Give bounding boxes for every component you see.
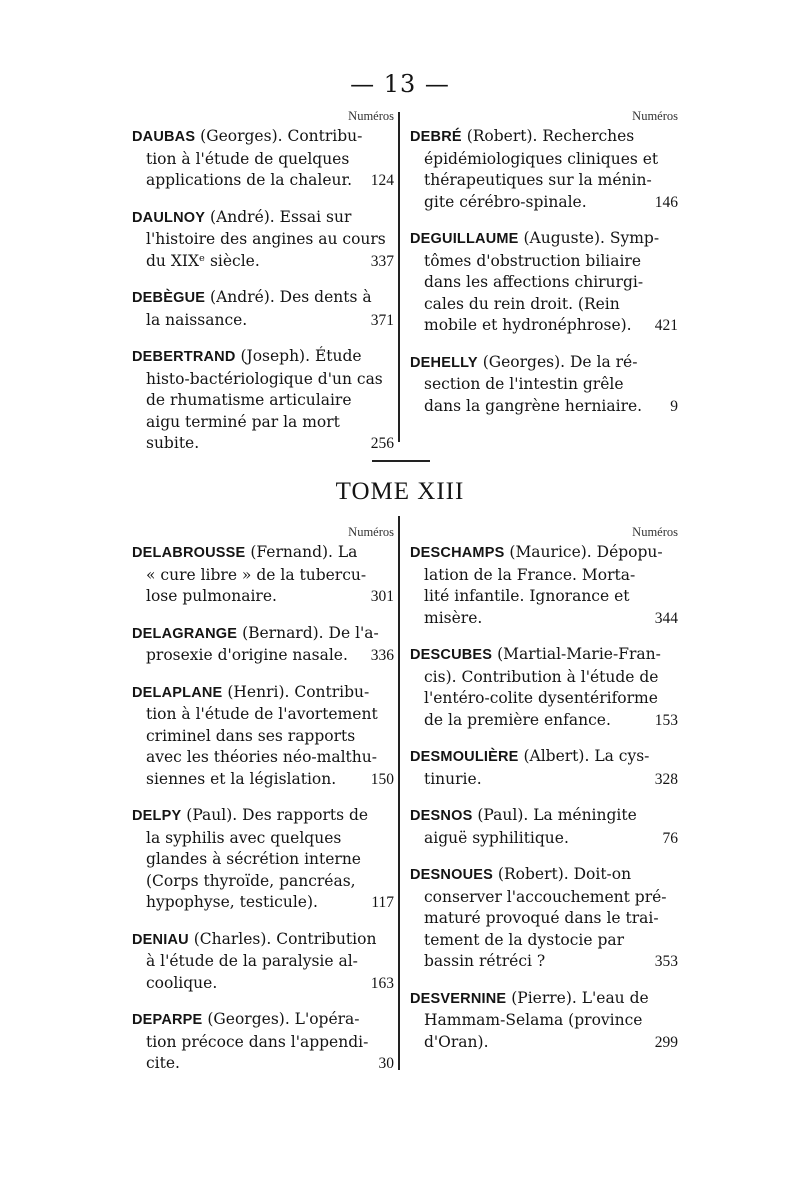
entry-first-line — [132, 126, 394, 149]
tome-title: TOME XIII — [335, 478, 465, 505]
entry-text-line — [132, 973, 394, 995]
entry-text-line — [410, 930, 678, 952]
entry-text-line — [410, 565, 678, 587]
entry-text: (Charles). Contribution — [193, 929, 377, 948]
entry-number: 344 — [654, 609, 678, 627]
entry-text: (Georges). Contribu- — [200, 127, 363, 145]
author-surname: DEBRÉ — [410, 129, 462, 145]
entry-text-line — [132, 565, 394, 587]
entry-text: aigu terminé par la mort — [146, 412, 340, 431]
entry-text: hypophyse, testicule). — [146, 893, 318, 911]
index-section-tome-xii — [120, 106, 690, 452]
index-entry — [410, 126, 678, 213]
entry-text-line — [132, 747, 394, 769]
entry-text-line — [410, 688, 678, 710]
index-entry — [132, 542, 394, 608]
entry-first-line — [132, 287, 394, 310]
entry-text: (Georges). De la ré- — [482, 352, 638, 371]
index-entry — [132, 126, 394, 192]
entry-first-line — [132, 1009, 394, 1032]
entry-text: glandes à sécrétion interne — [146, 850, 361, 868]
right-column — [410, 106, 678, 432]
entry-first-line — [410, 746, 678, 769]
entry-number: 301 — [370, 588, 394, 605]
entry-first-line — [132, 346, 394, 369]
index-entry — [410, 352, 678, 418]
author-surname: DESCHAMPS — [410, 545, 505, 561]
entry-number: 76 — [662, 829, 678, 847]
entry-text-line — [410, 149, 678, 171]
entry-text: tômes d'obstruction biliaire — [424, 251, 642, 270]
entry-number: 146 — [654, 193, 678, 211]
entry-first-line — [132, 207, 394, 230]
entry-text-line — [132, 310, 394, 332]
entry-text: siennes et la législation. — [146, 769, 337, 788]
entry-text-line — [410, 251, 678, 273]
entry-text: (Joseph). Étude — [240, 347, 362, 365]
entry-text: subite. — [146, 434, 200, 452]
author-surname: DESNOS — [410, 808, 473, 824]
entry-text: (Bernard). De l'a- — [242, 623, 379, 642]
entry-text: (Henri). Contribu- — [227, 682, 370, 701]
entry-text: mobile et hydronéphrose). — [424, 316, 632, 334]
index-entry — [410, 805, 678, 849]
entry-text: applications de la chaleur. — [146, 171, 353, 189]
entry-text-line — [132, 586, 394, 608]
author-surname: DENIAU — [132, 931, 189, 948]
entry-text: conserver l'accouchement pré- — [424, 887, 667, 906]
entry-number: 371 — [370, 311, 394, 329]
entry-first-line — [132, 623, 394, 646]
entry-text-line — [410, 294, 678, 316]
entry-first-line — [410, 644, 678, 667]
entry-text: thérapeutiques sur la ménin- — [424, 171, 652, 189]
entry-text-line — [410, 828, 678, 850]
index-entry — [132, 682, 394, 791]
index-section-tome-xiii — [120, 522, 690, 1082]
entry-text: dans les affections chirurgi- — [424, 273, 644, 291]
entry-number: 336 — [370, 647, 394, 664]
entry-text-line — [132, 871, 394, 893]
entry-text: (Paul). Des rapports de — [186, 806, 369, 824]
entry-text: de la première enfance. — [424, 710, 611, 729]
entry-first-line — [132, 682, 394, 705]
entry-number: 337 — [370, 252, 394, 270]
entry-text: (Robert). Doit-on — [497, 865, 632, 883]
entry-text: prosexie d'origine nasale. — [146, 646, 348, 664]
entry-number: 150 — [370, 770, 394, 788]
author-surname: DEPARPE — [132, 1012, 203, 1028]
entry-text: Hammam-Selama (province — [424, 1011, 643, 1029]
entry-first-line — [132, 929, 394, 952]
index-entry — [132, 805, 394, 914]
entry-text-line — [132, 1032, 394, 1054]
entry-text-line — [410, 1010, 678, 1032]
entry-text: cales du rein droit. (Rein — [424, 294, 620, 313]
entry-text: l'histoire des angines au cours — [146, 230, 386, 248]
entry-text-line — [132, 369, 394, 391]
column-divider — [398, 112, 400, 442]
entry-number: 153 — [654, 711, 678, 729]
page-number: — 13 — — [350, 70, 450, 98]
entry-first-line — [410, 126, 678, 149]
entry-text-line — [132, 726, 394, 748]
entry-number: 9 — [670, 397, 678, 415]
entry-text: épidémiologiques cliniques et — [424, 149, 659, 168]
author-surname: DEGUILLAUME — [410, 231, 519, 247]
entry-number: 124 — [370, 172, 394, 189]
entry-number: 299 — [654, 1033, 678, 1051]
entry-text: la syphilis avec quelques — [146, 828, 342, 847]
entry-text-line — [410, 396, 678, 418]
author-surname: DESMOULIÈRE — [410, 749, 519, 765]
entry-text-line — [132, 849, 394, 871]
entry-text: (Corps thyroïde, pancréas, — [146, 871, 356, 890]
entry-first-line — [410, 352, 678, 375]
entry-text-line — [410, 608, 678, 630]
entry-text-line — [410, 951, 678, 973]
entry-text-line — [132, 704, 394, 726]
index-entry — [132, 207, 394, 273]
author-surname: DEHELLY — [410, 354, 478, 371]
author-surname: DELABROUSSE — [132, 545, 246, 561]
entry-text: (André). Essai sur — [210, 207, 352, 226]
entry-text: à l'étude de la paralysie al- — [146, 952, 358, 970]
entry-text: (Paul). La méningite — [477, 806, 637, 824]
entry-text-line — [132, 892, 394, 914]
entry-text-line — [410, 710, 678, 732]
index-entry — [132, 929, 394, 995]
entry-text-line — [132, 828, 394, 850]
entry-first-line — [410, 542, 678, 565]
column-header: Numéros — [632, 109, 678, 123]
author-surname: DAUBAS — [132, 129, 196, 145]
entry-text: tion précoce dans l'appendi- — [146, 1032, 369, 1051]
entry-text-line — [132, 390, 394, 412]
entry-text: de rhumatisme articulaire — [146, 391, 352, 409]
author-surname: DESCUBES — [410, 647, 493, 663]
entry-number: 117 — [371, 894, 394, 911]
entry-text: (Auguste). Symp- — [523, 229, 660, 247]
entry-text: (Albert). La cys- — [523, 747, 650, 765]
entry-number: 163 — [370, 974, 394, 992]
entry-text: lation de la France. Morta- — [424, 565, 636, 584]
entry-text: du XIXᵉ siècle. — [146, 251, 260, 270]
index-entry — [410, 644, 678, 731]
entry-number: 256 — [370, 435, 394, 452]
entry-text: maturé provoqué dans le trai- — [424, 909, 659, 927]
entry-text: l'entéro-colite dysentériforme — [424, 689, 658, 707]
entry-first-line — [132, 805, 394, 828]
entry-text: lité infantile. Ignorance et — [424, 587, 630, 605]
entry-text: d'Oran). — [424, 1032, 489, 1051]
entry-text-line — [132, 170, 394, 192]
index-entry — [410, 542, 678, 629]
author-surname: DEBERTRAND — [132, 349, 236, 365]
entry-text: tinurie. — [424, 769, 482, 788]
entry-text-line — [132, 149, 394, 171]
column-header: Numéros — [348, 109, 394, 123]
entry-first-line — [410, 864, 678, 887]
entry-text: avec les théories néo-malthu- — [146, 748, 377, 766]
entry-text-line — [132, 1053, 394, 1075]
section-rule — [372, 460, 430, 462]
entry-number: 353 — [654, 953, 678, 970]
entry-text-line — [132, 251, 394, 273]
author-surname: DESVERNINE — [410, 990, 507, 1007]
entry-text-line — [132, 433, 394, 455]
entry-text: gite cérébro-spinale. — [424, 192, 587, 211]
author-surname: DELAGRANGE — [132, 625, 238, 642]
entry-text: (Pierre). L'eau de — [511, 988, 649, 1007]
index-entry — [132, 346, 394, 455]
entry-number: 421 — [654, 317, 678, 334]
entry-text-line — [410, 315, 678, 337]
index-entry — [410, 864, 678, 973]
index-entry — [410, 746, 678, 790]
right-column — [410, 522, 678, 1068]
left-column — [132, 522, 394, 1090]
left-column — [132, 106, 394, 470]
entry-text: aiguë syphilitique. — [424, 828, 569, 847]
entry-text-line — [132, 769, 394, 791]
entry-text-line — [410, 769, 678, 791]
entry-text: section de l'intestin grêle — [424, 375, 624, 393]
entry-text: histo-bactériologique d'un cas — [146, 369, 383, 388]
entry-text: tement de la dystocie par — [424, 930, 625, 949]
entry-first-line — [410, 805, 678, 828]
index-entry — [132, 623, 394, 667]
entry-text: coolique. — [146, 973, 218, 992]
index-entry — [132, 287, 394, 331]
author-surname: DEBÈGUE — [132, 290, 206, 306]
entry-text: (Maurice). Dépopu- — [509, 543, 663, 561]
author-surname: DESNOUES — [410, 867, 493, 883]
entry-text-line — [132, 229, 394, 251]
entry-text: tion à l'étude de quelques — [146, 149, 350, 168]
entry-text: (André). Des dents à — [210, 288, 372, 306]
entry-text-line — [132, 412, 394, 434]
entry-text: (Fernand). La — [250, 543, 358, 561]
index-entry — [132, 1009, 394, 1075]
index-entry — [410, 228, 678, 337]
entry-first-line — [410, 228, 678, 251]
entry-text-line — [132, 645, 394, 667]
entry-text-line — [410, 586, 678, 608]
entry-text-line — [410, 667, 678, 689]
entry-number: 30 — [378, 1055, 394, 1072]
entry-text: la naissance. — [146, 310, 248, 329]
entry-text: bassin rétréci ? — [424, 952, 546, 970]
column-divider — [398, 516, 400, 1070]
entry-first-line — [410, 988, 678, 1011]
author-surname: DELPY — [132, 808, 182, 824]
entry-text: cite. — [146, 1054, 180, 1072]
author-surname: DELAPLANE — [132, 684, 223, 701]
entry-text: tion à l'étude de l'avortement — [146, 705, 378, 723]
author-surname: DAULNOY — [132, 209, 206, 226]
entry-first-line — [132, 542, 394, 565]
entry-text: criminel dans ses rapports — [146, 726, 356, 745]
entry-text-line — [410, 1032, 678, 1054]
entry-text: lose pulmonaire. — [146, 587, 277, 605]
entry-text-line — [410, 170, 678, 192]
entry-number: 328 — [654, 770, 678, 788]
entry-text-line — [410, 374, 678, 396]
entry-text-line — [132, 951, 394, 973]
entry-text-line — [410, 272, 678, 294]
entry-text-line — [410, 908, 678, 930]
column-header: Numéros — [348, 525, 394, 539]
column-header: Numéros — [632, 525, 678, 539]
entry-text: (Martial-Marie-Fran- — [497, 645, 661, 663]
index-entry — [410, 988, 678, 1054]
entry-text: cis). Contribution à l'étude de — [424, 667, 659, 686]
entry-text: (Georges). L'opéra- — [207, 1010, 360, 1028]
entry-text-line — [410, 192, 678, 214]
entry-text: dans la gangrène herniaire. — [424, 396, 643, 415]
entry-text: « cure libre » de la tubercu- — [146, 565, 367, 584]
entry-text-line — [410, 887, 678, 909]
entry-text: misère. — [424, 608, 483, 627]
entry-text: (Robert). Recherches — [466, 127, 635, 145]
